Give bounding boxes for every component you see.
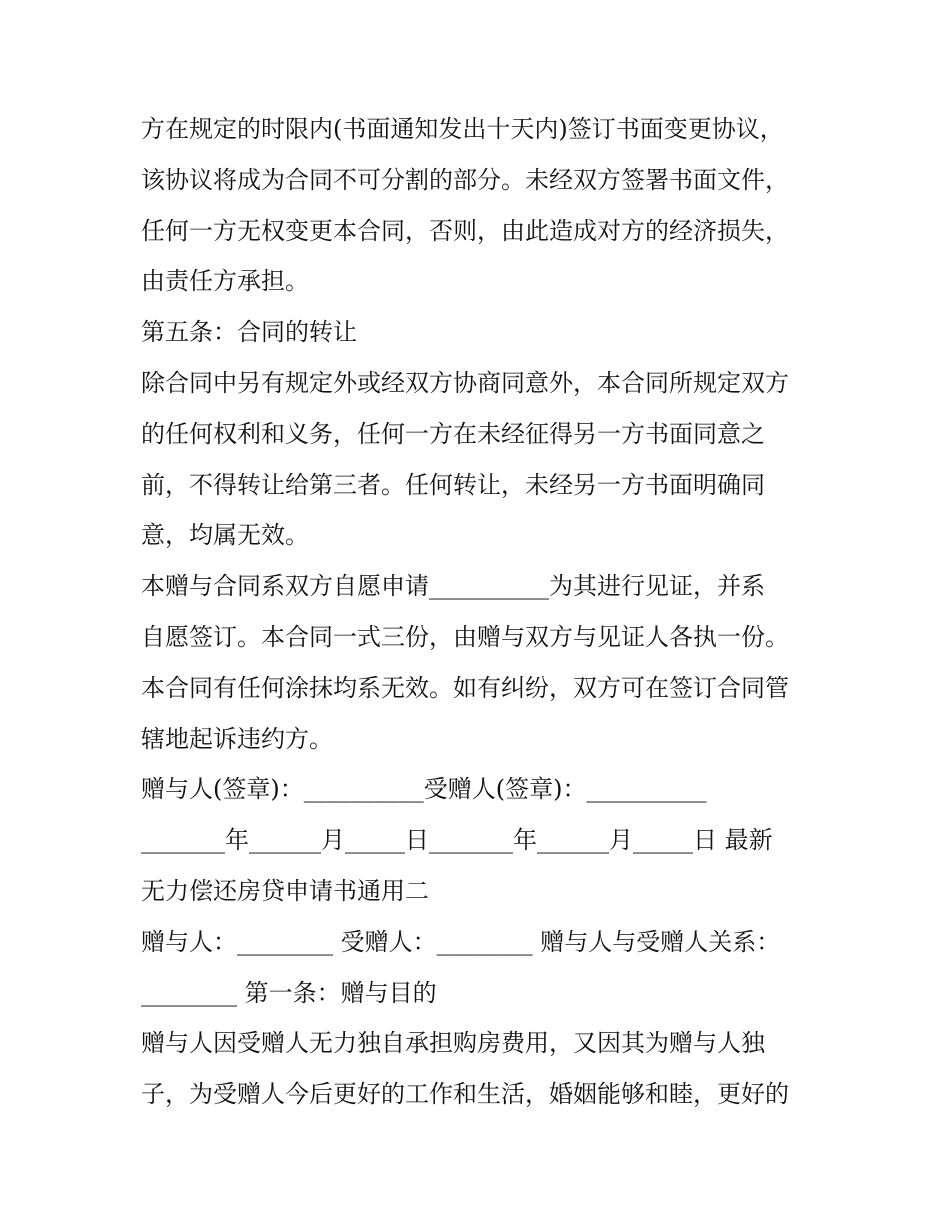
text-line: 该协议将成为合同不可分割的部分。未经双方签署书面文件， [141,165,789,194]
text-line: 的任何权利和义务，任何一方在未经征得另一方书面同意之 [141,419,765,448]
text-line: 意，均属无效。 [141,521,309,550]
parties-line: 赠与人：________ 受赠人：________ 赠与人与受赠人关系： [141,927,781,956]
text-line: 赠与人因受赠人无力独自承担购房费用，又因其为赠与人独 [141,1029,765,1058]
text-line: 前，不得转让给第三者。任何转让，未经另一方书面明确同 [141,470,765,499]
section-heading: 第五条：合同的转让 [141,318,357,347]
text-line: 方在规定的时限内(书面通知发出十天内)签订书面变更协议， [141,115,784,143]
document-body [141,104,821,1120]
text-line: 任何一方无权变更本合同，否则，由此造成对方的经济损失， [141,216,789,245]
signature-line: 赠与人(签章)：__________受赠人(签章)：__________ [141,775,707,804]
text-line: 自愿签订。本合同一式三份，由赠与双方与见证人各执一份。 [141,622,789,651]
text-line: 由责任方承担。 [141,267,309,296]
text-line: 本合同有任何涂抹均系无效。如有纠纷，双方可在签订合同管 [141,673,789,702]
document-title: 无力偿还房贷申请书通用二 [141,876,429,905]
text-line: 子，为受赠人今后更好的工作和生活，婚姻能够和睦，更好的 [141,1080,789,1109]
text-line: 辖地起诉违约方。 [141,724,333,753]
text-line: 除合同中另有规定外或经双方协商同意外，本合同所规定双方 [141,368,789,397]
section-heading: ________ 第一条：赠与目的 [141,978,437,1007]
date-line: _______年______月_____日_______年______月_____日 最新 [141,826,773,855]
text-line: 本赠与合同系双方自愿申请__________为其进行见证，并系 [141,572,765,601]
